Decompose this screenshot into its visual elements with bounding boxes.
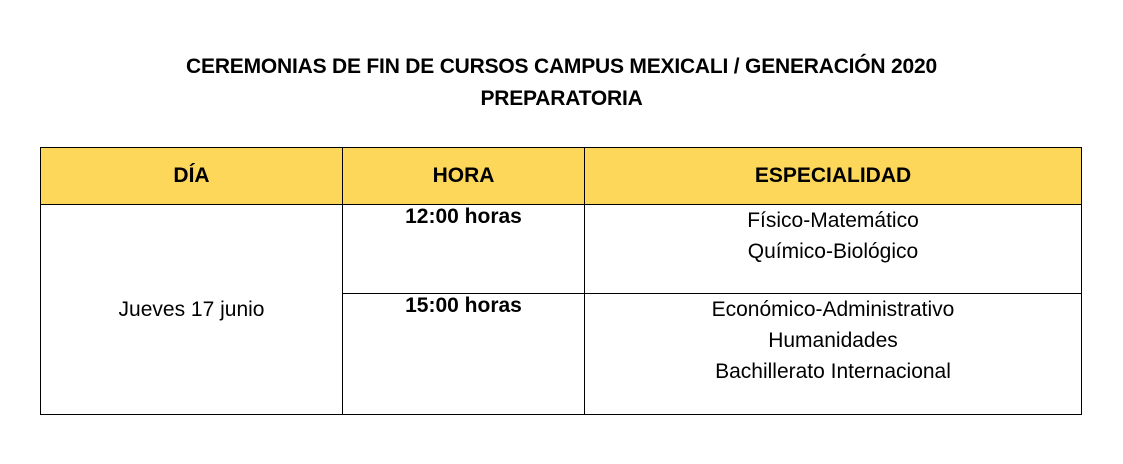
table-header-row (41, 148, 1082, 205)
specialty-item: Bachillerato Internacional (715, 360, 951, 383)
header-day: DÍA (41, 148, 343, 205)
specialty-item: Físico-Matemático (747, 209, 919, 232)
specialty-cell (585, 205, 1082, 294)
specialty-item: Humanidades (768, 329, 898, 352)
document-subtitle: PREPARATORIA (480, 87, 643, 110)
specialty-cell (585, 294, 1082, 415)
specialty-item: Químico-Biológico (747, 240, 919, 263)
time-cell: 15:00 horas (343, 294, 585, 415)
specialty-item: Económico-Administrativo (711, 298, 955, 321)
header-specialty: ESPECIALIDAD (585, 148, 1082, 205)
time-cell: 12:00 horas (343, 205, 585, 294)
document-title: CEREMONIAS DE FIN DE CURSOS CAMPUS MEXICALI / GENERACIÓN 2020 (186, 55, 937, 78)
header-time: HORA (343, 148, 585, 205)
ceremony-schedule-table (40, 147, 1082, 415)
table-row (41, 205, 1082, 294)
day-cell: Jueves 17 junio (41, 205, 343, 415)
